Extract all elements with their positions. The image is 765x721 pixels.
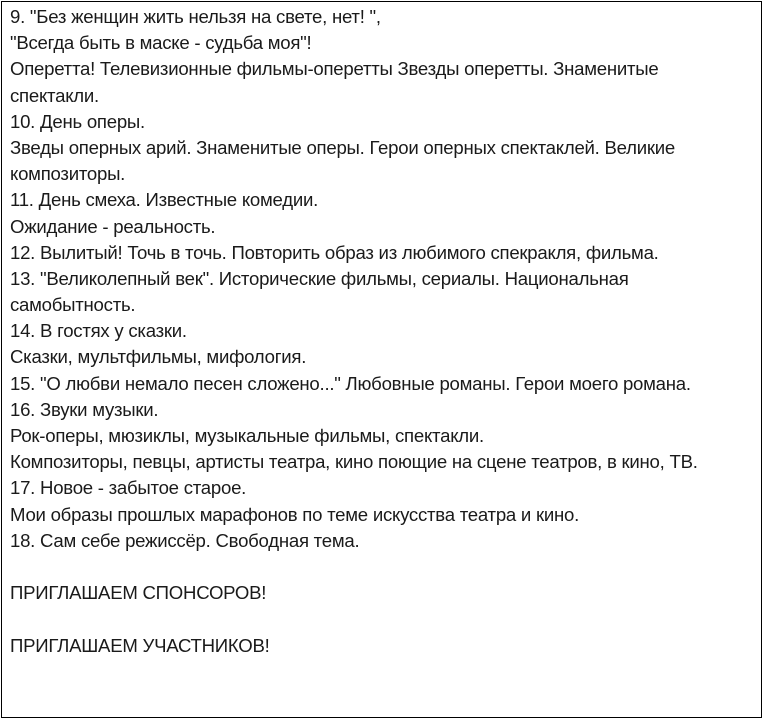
invite-sponsors-line: ПРИГЛАШАЕМ СПОНСОРОВ! (10, 582, 267, 604)
text-line-item-12: 12. Вылитый! Точь в точь. Повторить образ из любимого спекракля, фильма. (10, 241, 659, 263)
blank-line (10, 606, 757, 632)
text-line-item-9-desc-1: Оперетта! Телевизионные фильмы-оперетты Звезды оперетты. Знаменитые (10, 58, 659, 80)
text-line-item-9-desc-2: спектакли. (10, 84, 99, 106)
text-line-item-15: 15. "О любви немало песен сложено..." Любовные романы. Герои моего романа. (10, 372, 691, 394)
text-line-item-10-desc-1: Зведы оперных арий. Знаменитые оперы. Герои оперных спектаклей. Великие (10, 136, 675, 158)
text-line-item-13-title: 13. "Великолепный век". Исторические фильмы, сериалы. Национальная (10, 267, 629, 289)
text-line-item-10-desc-2: композиторы. (10, 163, 126, 185)
text-line-item-9-subtitle: "Всегда быть в маске - судьба моя"! (10, 32, 312, 54)
text-line-item-18: 18. Сам себе режиссёр. Свободная тема. (10, 529, 360, 551)
document-text (10, 4, 757, 659)
text-line-item-16-desc-1: Рок-оперы, мюзиклы, музыкальные фильмы, спектакли. (10, 425, 484, 446)
text-line-item-14-title: 14. В гостях у сказки. (10, 320, 187, 342)
text-line-item-11-title: 11. День смеха. Известные комедии. (10, 189, 319, 211)
text-line-item-17-desc: Мои образы прошлых марафонов по теме искусства театра и кино. (10, 503, 580, 525)
blank-line (10, 554, 757, 580)
text-line-item-13-desc: самобытность. (10, 294, 136, 316)
text-line-item-17-title: 17. Новое - забытое старое. (10, 477, 247, 499)
text-line-item-11-desc: Ожидание - реальность. (10, 215, 216, 237)
invite-participants-line: ПРИГЛАШАЕМ УЧАСТНИКОВ! (10, 634, 270, 656)
text-line-item-16-title: 16. Звуки музыки. (10, 398, 159, 420)
text-line-item-10-title: 10. День оперы. (10, 110, 145, 132)
text-line-item-14-desc: Сказки, мультфильмы, мифология. (10, 346, 307, 368)
text-line-item-16-desc-2: Композиторы, певцы, артисты театра, кино поющие на сцене театров, в кино, ТВ. (10, 451, 698, 473)
text-line-item-9-title: 9. "Без женщин жить нельзя на свете, нет! ", (10, 6, 381, 27)
document-frame (1, 1, 762, 718)
